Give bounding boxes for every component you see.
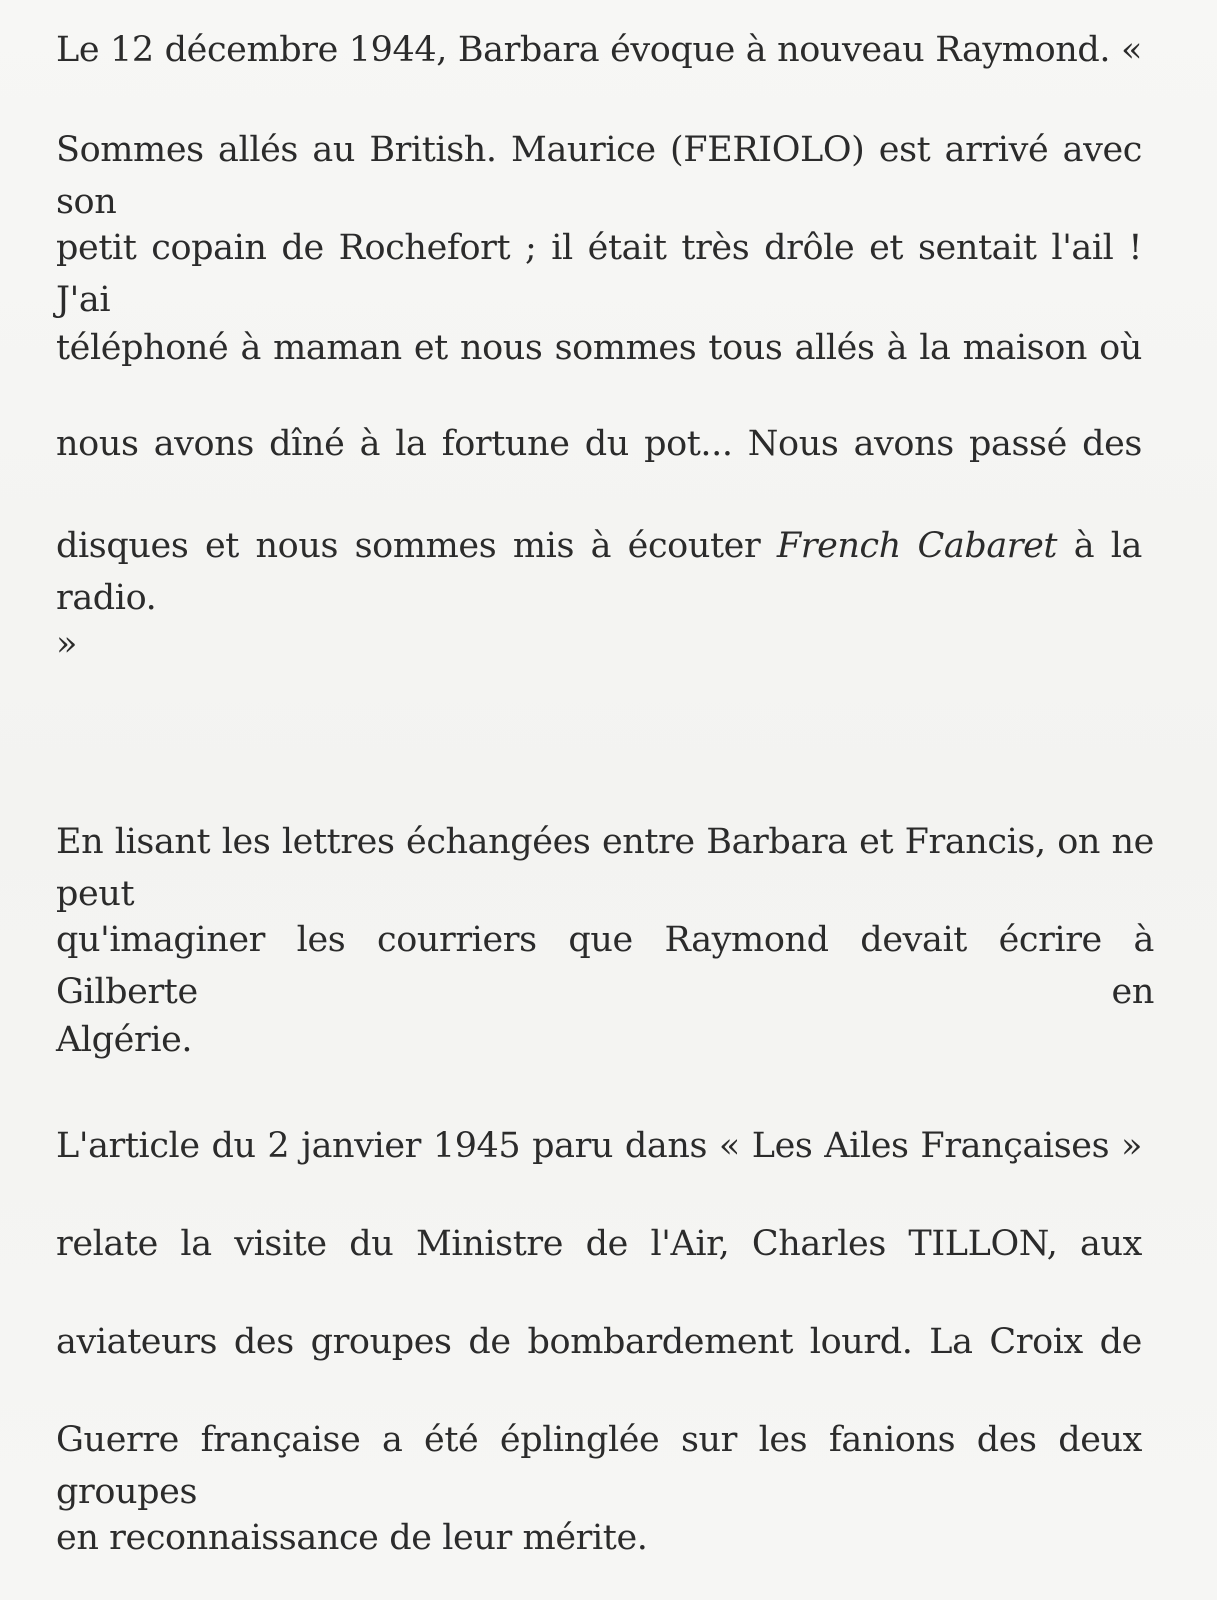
paragraph-3-line-3: aviateurs des groupes de bombardement lourd. La Croix de [56,1322,1142,1362]
paragraph-1-line-1: Le 12 décembre 1944, Barbara évoque à nouveau Raymond. « [56,30,1142,70]
paragraph-1-line-4: téléphoné à maman et nous sommes tous allés à la maison où [56,328,1142,368]
paragraph-2-line-2: qu'imaginer les courriers que Raymond devait écrire à Gilberte en [56,920,1154,1012]
paragraph-1-line-5: nous avons dîné à la fortune du pot... Nous avons passé des [56,424,1142,464]
paragraph-2-line-3: Algérie. [56,1020,193,1060]
paragraph-3-line-1: L'article du 2 janvier 1945 paru dans « Les Ailes Françaises » [56,1126,1142,1166]
paragraph-3-line-2: relate la visite du Ministre de l'Air, Charles TILLON, aux [56,1224,1142,1264]
paragraph-1-line-6-end: à la radio. [56,526,1142,618]
paragraph-1-line-6-start: disques et nous sommes mis à écouter [56,526,777,566]
paragraph-3-line-4: Guerre française a été éplinglée sur les fanions des deux groupes [56,1420,1142,1512]
french-cabaret-title: French Cabaret [776,526,1058,566]
paragraph-1-line-7: » [56,624,78,664]
paragraph-1-line-3: petit copain de Rochefort ; il était très drôle et sentait l'ail ! J'ai [56,228,1142,320]
paragraph-3-line-5: en reconnaissance de leur mérite. [56,1518,648,1558]
paragraph-1-line-6 [56,520,1142,618]
paragraph-1-line-2: Sommes allés au British. Maurice (FERIOLO) est arrivé avec son [56,130,1142,222]
paragraph-2-line-1: En lisant les lettres échangées entre Barbara et Francis, on ne peut [56,822,1154,914]
